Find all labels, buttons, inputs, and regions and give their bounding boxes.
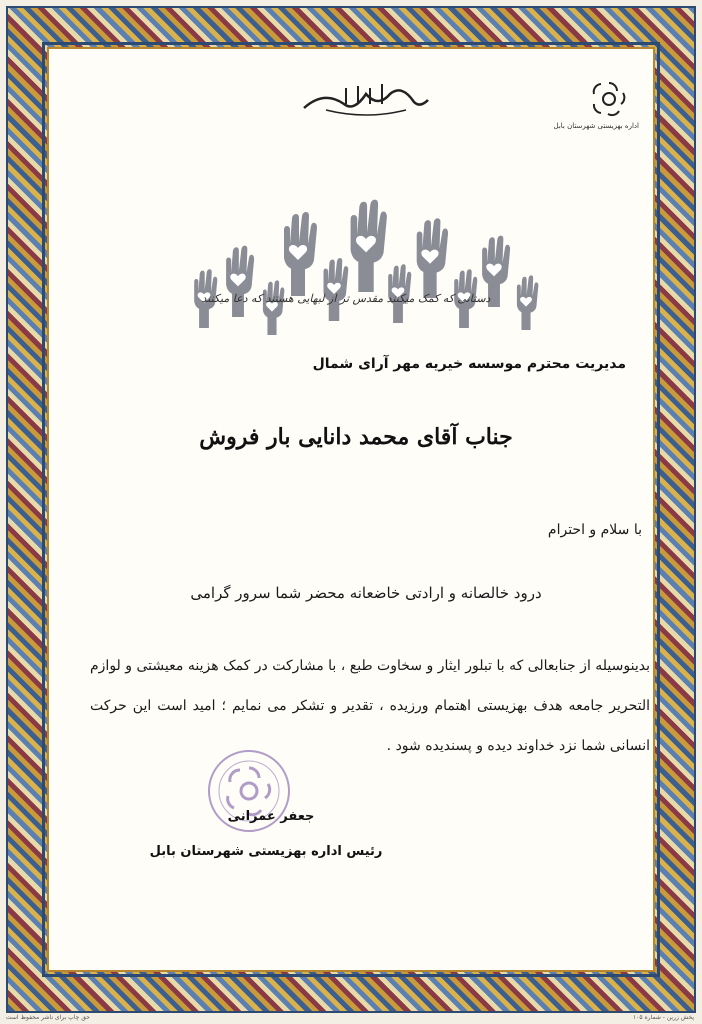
addressee-organization: مدیریت محترم موسسه خیریه مهر آرای شمال (312, 356, 626, 372)
signer-name: جعفر عمرانی (227, 809, 315, 824)
behzisti-emblem-icon (589, 79, 629, 119)
greeting-text: با سلام و احترام (547, 522, 642, 538)
logo-caption: اداره بهزیستی شهرستان بابل (553, 122, 639, 130)
hands-illustration (176, 146, 556, 336)
signer-title: رئیس اداره بهزیستی شهرستان بابل (149, 844, 383, 859)
certificate-content (56, 56, 650, 966)
behzisti-logo (553, 79, 639, 169)
appreciation-body: بدینوسیله از جنابعالی که با تبلور ایثار و سخاوت طبع ، با مشارکت در کمک هزینه معیشتی و لوازم التحریر جامعه هدف بهزیستی اهتمام ورزیده ، تقدیر و تشکر می نمایم ؛ امید است این حرکت انسانی شما نزد خداوند دیده و پسندیده شود . (90, 658, 650, 754)
salutation-text: درود خالصانه و ارادتی خاضعانه محضر شما سرور گرامی (190, 584, 542, 602)
addressee-name: جناب آقای محمد دانایی بار فروش (199, 424, 513, 450)
basmala-calligraphy (296, 78, 436, 123)
footer-publisher: پخش زرین - شماره ۱۰۵ (632, 1014, 694, 1021)
slogan-text: دستانی که کمک میکنند مقدس تر از لبهایی هستند که دعا میکنند (201, 292, 491, 305)
footer-copyright: حق چاپ برای ناشر محفوظ است (6, 1014, 90, 1021)
